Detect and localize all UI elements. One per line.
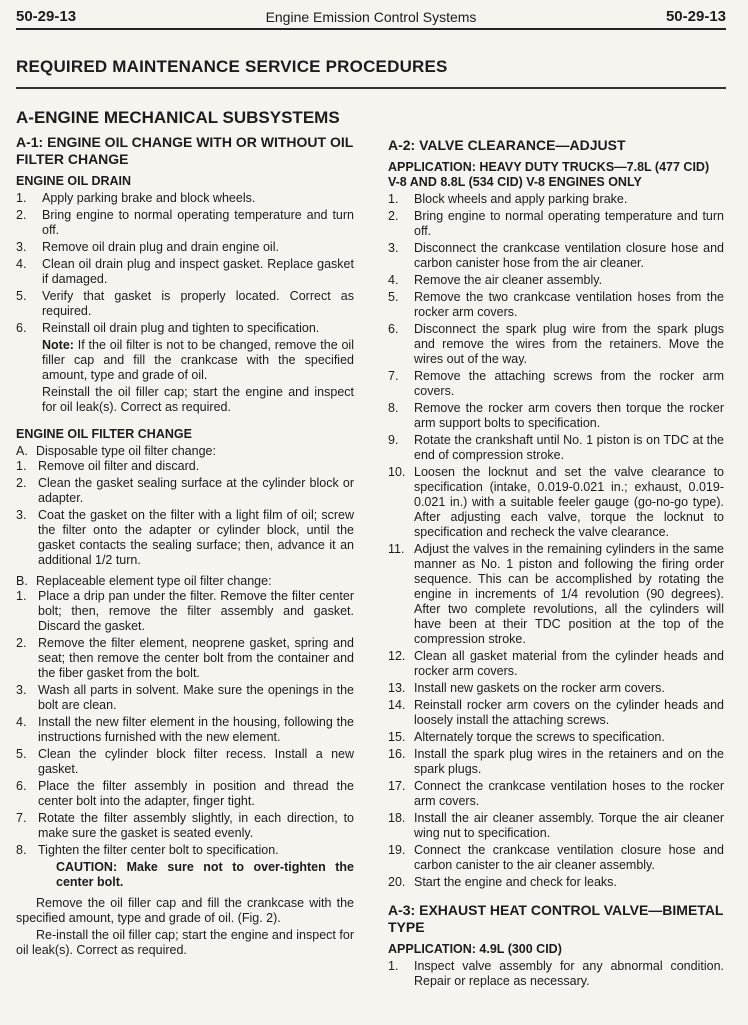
step-number: 5. [16,747,27,761]
list-item [388,433,724,463]
step-text: Remove the two crankcase ventilation hoses from the rocker arm covers. [414,290,724,319]
list-item [388,209,724,239]
list-item [16,476,354,506]
step-text: Remove the filter element, neoprene gasket, spring and seat; then remove the center bolt from the container and the fiber gasket from the bolt. [38,636,354,680]
step-text: Connect the crankcase ventilation closure hose and carbon canister to the air cleaner assembly. [414,843,724,872]
step-text: Loosen the locknut and set the valve clearance to specification (intake, 0.019-0.021 in.; exhaust, 0.019-0.021 in.) with a suitable feeler gauge (go-no-go type). After adjusting each valve, torque the locknut to specification and recheck the valve clearance. [414,465,724,539]
list-item [388,811,724,841]
step-text: Remove the rocker arm covers then torque the rocker arm support bolts to specification. [414,401,724,430]
a3-title: A-3: EXHAUST HEAT CONTROL VALVE—BIMETAL TYPE [388,902,724,935]
step-number: 12. [388,649,406,663]
step-text: Tighten the filter center bolt to specification. [38,843,279,857]
note-text: If the oil filter is not to be changed, remove the oil filler cap and fill the crankcase with the specified amount, type and grade of oil. [42,338,354,382]
step-text: Disconnect the spark plug wire from the spark plugs and remove the wires from the retainers. Move the wires out of the way. [414,322,724,366]
filter-a-letter: A. [16,444,28,458]
list-item [16,191,354,206]
step-text: Disconnect the crankcase ventilation closure hose and carbon canister hose from the air cleaner. [414,241,724,270]
step-number: 2. [16,476,27,490]
step-number: 18. [388,811,406,825]
list-item [388,747,724,777]
list-item [16,843,354,858]
note-label: Note: [42,338,74,352]
list-item [388,192,724,207]
step-number: 17. [388,779,406,793]
list-item [388,369,724,399]
step-text: Clean the cylinder block filter recess. Install a new gasket. [38,747,354,776]
a3-steps [388,959,724,989]
step-number: 4. [388,273,399,287]
list-item [16,715,354,745]
list-item [388,959,724,989]
step-number: 16. [388,747,406,761]
step-text: Apply parking brake and block wheels. [42,191,256,205]
step-text: Connect the crankcase ventilation hoses to the rocker arm covers. [414,779,724,808]
list-item [16,508,354,568]
step-text: Adjust the valves in the remaining cylinders in the same manner as No. 1 piston and following the firing order sequence. This can be accomplished by rotating the engine in increments of 1/4 revolution (90 degrees). After two complete revolutions, all the cylinders will have been at their TDC position at the top of the compression stroke. [414,542,724,646]
step-number: 6. [16,321,27,335]
step-number: 3. [16,508,27,522]
step-text: Place a drip pan under the filter. Remove the filter center bolt; then, remove the filter assembly and gasket. Discard the gasket. [38,589,354,633]
step-number: 7. [388,369,399,383]
step-text: Alternately torque the screws to specification. [414,730,665,744]
step-number: 1. [16,191,27,205]
list-item [16,589,354,634]
list-item [388,779,724,809]
step-text: Clean oil drain plug and inspect gasket. Replace gasket if damaged. [42,257,354,286]
filter-b-steps [16,589,354,858]
list-item [16,811,354,841]
step-number: 19. [388,843,406,857]
list-item [388,681,724,696]
step-number: 8. [16,843,27,857]
list-item [16,289,354,319]
caution-text: CAUTION: Make sure not to over-tighten the center bolt. [56,860,354,889]
step-number: 6. [16,779,27,793]
step-text: Install new gaskets on the rocker arm covers. [414,681,665,695]
list-item [388,322,724,367]
step-text: Remove the air cleaner assembly. [414,273,603,287]
filter-a-steps [16,459,354,568]
step-text: Clean all gasket material from the cylinder heads and rocker arm covers. [414,649,724,678]
step-text: Install the air cleaner assembly. Torque the air cleaner wing nut to specification. [414,811,724,840]
step-text: Rotate the crankshaft until No. 1 piston is on TDC at the end of compression stroke. [414,433,724,462]
step-number: 4. [16,257,27,271]
step-number: 1. [388,959,399,973]
page-header [16,6,726,30]
filter-b-label-row [16,574,354,589]
step-text: Remove the attaching screws from the rocker arm covers. [414,369,724,398]
reinstall-paragraph: Reinstall the oil filler cap; start the engine and inspect for oil leak(s). Correct as required. [42,385,354,414]
step-text: Reinstall oil drain plug and tighten to specification. [42,321,320,335]
step-text: Remove oil filter and discard. [38,459,200,473]
step-text: Install the spark plug wires in the retainers and on the spark plugs. [414,747,724,776]
list-item [16,321,354,336]
step-number: 2. [388,209,399,223]
step-number: 14. [388,698,406,712]
oil-drain-steps [16,191,354,336]
step-number: 15. [388,730,406,744]
step-text: Reinstall rocker arm covers on the cylinder heads and loosely install the attaching screws. [414,698,724,727]
a3-application: APPLICATION: 4.9L (300 CID) [388,942,562,956]
list-item [388,273,724,288]
step-number: 1. [16,459,27,473]
list-item [388,241,724,271]
step-number: 5. [16,289,27,303]
step-number: 1. [16,589,27,603]
a1-title: A-1: ENGINE OIL CHANGE WITH OR WITHOUT OIL FILTER CHANGE [16,134,354,167]
step-text: Place the filter assembly in position and thread the center bolt into the adapter, finger tight. [38,779,354,808]
list-item [388,465,724,540]
list-item [388,730,724,745]
list-item [16,779,354,809]
step-text: Bring engine to normal operating temperature and turn off. [42,208,354,237]
step-number: 3. [388,241,399,255]
step-text: Verify that gasket is properly located. Correct as required. [42,289,354,318]
step-number: 1. [388,192,399,206]
list-item [16,240,354,255]
note-paragraph [42,338,354,383]
list-item [388,843,724,873]
list-item [16,459,354,474]
list-item [388,542,724,647]
step-number: 3. [16,240,27,254]
final-fill-paragraph: Remove the oil filler cap and fill the crankcase with the specified amount, type and grade of oil. (Fig. 2). [16,896,354,925]
step-number: 7. [16,811,27,825]
step-text: Clean the gasket sealing surface at the cylinder block or adapter. [38,476,354,505]
list-item [388,649,724,679]
step-number: 2. [16,636,27,650]
oil-drain-heading: ENGINE OIL DRAIN [16,174,132,188]
step-text: Coat the gasket on the filter with a light film of oil; screw the filter onto the adapter or cylinder block, until the gasket contacts the sealing surface; then, advance it an additional 1/2 turn. [38,508,354,567]
main-title: REQUIRED MAINTENANCE SERVICE PROCEDURES [16,57,726,89]
list-item [16,636,354,681]
step-number: 3. [16,683,27,697]
filter-a-label-row [16,444,354,459]
step-text: Rotate the filter assembly slightly, in each direction, to make sure the gasket is seated evenly. [38,811,354,840]
list-item [16,683,354,713]
list-item [388,290,724,320]
list-item [16,747,354,777]
a2-application: APPLICATION: HEAVY DUTY TRUCKS—7.8L (477 CID) V-8 AND 8.8L (534 CID) V-8 ENGINES ONLY [388,160,710,189]
step-number: 8. [388,401,399,415]
step-text: Start the engine and check for leaks. [414,875,617,889]
list-item [16,257,354,287]
list-item [388,875,724,890]
list-item [16,208,354,238]
step-number: 13. [388,681,406,695]
step-number: 4. [16,715,27,729]
section-title: A-ENGINE MECHANICAL SUBSYSTEMS [16,108,340,127]
filter-b-text: Replaceable element type oil filter change: [36,574,272,588]
step-number: 9. [388,433,399,447]
step-text: Bring engine to normal operating temperature and turn off. [414,209,724,238]
step-number: 6. [388,322,399,336]
step-text: Remove oil drain plug and drain engine oil. [42,240,279,254]
step-text: Install the new filter element in the housing, following the instructions furnished with the new element. [38,715,354,744]
step-text: Block wheels and apply parking brake. [414,192,628,206]
step-number: 20. [388,875,406,889]
step-number: 11. [388,542,405,556]
filter-b-letter: B. [16,574,28,588]
list-item [388,698,724,728]
step-number: 5. [388,290,399,304]
step-number: 10. [388,465,406,479]
step-text: Wash all parts in solvent. Make sure the openings in the bolt are clean. [38,683,354,712]
page-number-right: 50-29-13 [665,8,726,25]
filter-a-text: Disposable type oil filter change: [36,444,216,458]
step-number: 2. [16,208,27,222]
step-text: Inspect valve assembly for any abnormal condition. Repair or replace as necessary. [414,959,724,988]
a2-title: A-2: VALVE CLEARANCE—ADJUST [388,137,626,153]
running-title: Engine Emission Control Systems [265,9,477,25]
list-item [388,401,724,431]
oil-filter-heading: ENGINE OIL FILTER CHANGE [16,427,192,441]
final-reinstall-paragraph: Re-install the oil filler cap; start the engine and inspect for oil leak(s). Correct as required. [16,928,354,957]
left-column [16,108,354,960]
a2-steps [388,192,724,890]
right-column [388,137,724,991]
page-number-left: 50-29-13 [16,8,77,25]
